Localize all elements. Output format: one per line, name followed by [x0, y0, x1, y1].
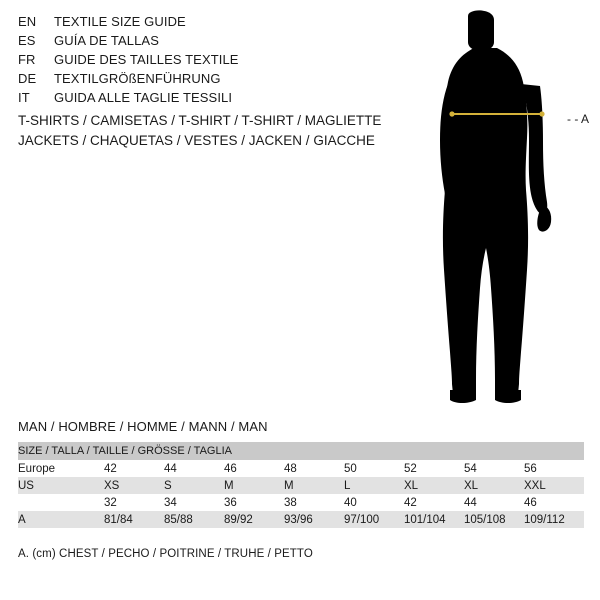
- row-label-us-numeric: [18, 494, 104, 511]
- cell-us-0: XS: [104, 477, 164, 494]
- cell-europe-2: 46: [224, 460, 284, 477]
- cell-europe-4: 50: [344, 460, 404, 477]
- row-label-us: US: [18, 477, 104, 494]
- table-footnote: A. (cm) CHEST / PECHO / POITRINE / TRUHE / PETTO: [18, 548, 313, 560]
- legend-text-de: TEXTILGRÖßENFÜHRUNG: [54, 71, 221, 86]
- legend-row-it: [18, 90, 378, 109]
- cell-us-4: L: [344, 477, 404, 494]
- cell-europe-7: 56: [524, 460, 584, 477]
- legend-row-en: [18, 14, 378, 33]
- cell-a-7: 109/112: [524, 511, 584, 528]
- cell-europe-5: 52: [404, 460, 464, 477]
- cell-europe-1: 44: [164, 460, 224, 477]
- legend-code-it: IT: [18, 90, 30, 105]
- category-tshirts: T-SHIRTS / CAMISETAS / T-SHIRT / T-SHIRT / MAGLIETTE: [18, 113, 382, 128]
- chest-measure-endpoint-left: [449, 111, 454, 116]
- cell-us-7: XXL: [524, 477, 584, 494]
- cell-a-3: 93/96: [284, 511, 344, 528]
- measure-label-a: [567, 112, 589, 126]
- legend-row-fr: [18, 52, 378, 71]
- legend-code-en: EN: [18, 14, 37, 29]
- cell-usnum-6: 44: [464, 494, 524, 511]
- table-row: [18, 511, 584, 528]
- cell-europe-0: 42: [104, 460, 164, 477]
- measure-letter: A: [581, 112, 590, 126]
- cell-usnum-5: 42: [404, 494, 464, 511]
- cell-us-5: XL: [404, 477, 464, 494]
- cell-us-3: M: [284, 477, 344, 494]
- cell-europe-6: 54: [464, 460, 524, 477]
- cell-usnum-1: 34: [164, 494, 224, 511]
- cell-usnum-4: 40: [344, 494, 404, 511]
- legend-text-it: GUIDA ALLE TAGLIE TESSILI: [54, 90, 233, 105]
- row-label-europe: Europe: [18, 460, 104, 477]
- legend-code-fr: FR: [18, 52, 36, 67]
- cell-europe-3: 48: [284, 460, 344, 477]
- legend-code-de: DE: [18, 71, 37, 86]
- cell-us-2: M: [224, 477, 284, 494]
- legend-text-en: TEXTILE SIZE GUIDE: [54, 14, 186, 29]
- cell-a-0: 81/84: [104, 511, 164, 528]
- man-silhouette-icon: [400, 8, 600, 408]
- table-title: MAN / HOMBRE / HOMME / MANN / MAN: [18, 419, 268, 434]
- category-jackets: JACKETS / CHAQUETAS / VESTES / JACKEN / GIACCHE: [18, 133, 375, 148]
- cell-usnum-3: 38: [284, 494, 344, 511]
- legend-text-es: GUÍA DE TALLAS: [54, 33, 159, 48]
- cell-a-6: 105/108: [464, 511, 524, 528]
- cell-us-6: XL: [464, 477, 524, 494]
- table-row: [18, 477, 584, 494]
- cell-a-5: 101/104: [404, 511, 464, 528]
- language-legend: [18, 14, 378, 109]
- cell-usnum-0: 32: [104, 494, 164, 511]
- chest-measure-endpoint-right: [539, 111, 544, 116]
- measure-dash: - -: [567, 112, 579, 126]
- table-row: [18, 460, 584, 477]
- cell-usnum-7: 46: [524, 494, 584, 511]
- table-header-row: [18, 442, 584, 460]
- figure-silhouette-area: [400, 8, 600, 408]
- legend-text-fr: GUIDE DES TAILLES TEXTILE: [54, 52, 239, 67]
- cell-a-4: 97/100: [344, 511, 404, 528]
- cell-us-1: S: [164, 477, 224, 494]
- size-table: [18, 442, 584, 528]
- category-headings: [18, 111, 418, 151]
- legend-code-es: ES: [18, 33, 36, 48]
- row-label-a: A: [18, 511, 104, 528]
- cell-a-2: 89/92: [224, 511, 284, 528]
- cell-usnum-2: 36: [224, 494, 284, 511]
- legend-row-es: [18, 33, 378, 52]
- cell-a-1: 85/88: [164, 511, 224, 528]
- table-row: [18, 494, 584, 511]
- table-header-cell: SIZE / TALLA / TAILLE / GRÖSSE / TAGLIA: [18, 442, 584, 460]
- legend-row-de: [18, 71, 378, 90]
